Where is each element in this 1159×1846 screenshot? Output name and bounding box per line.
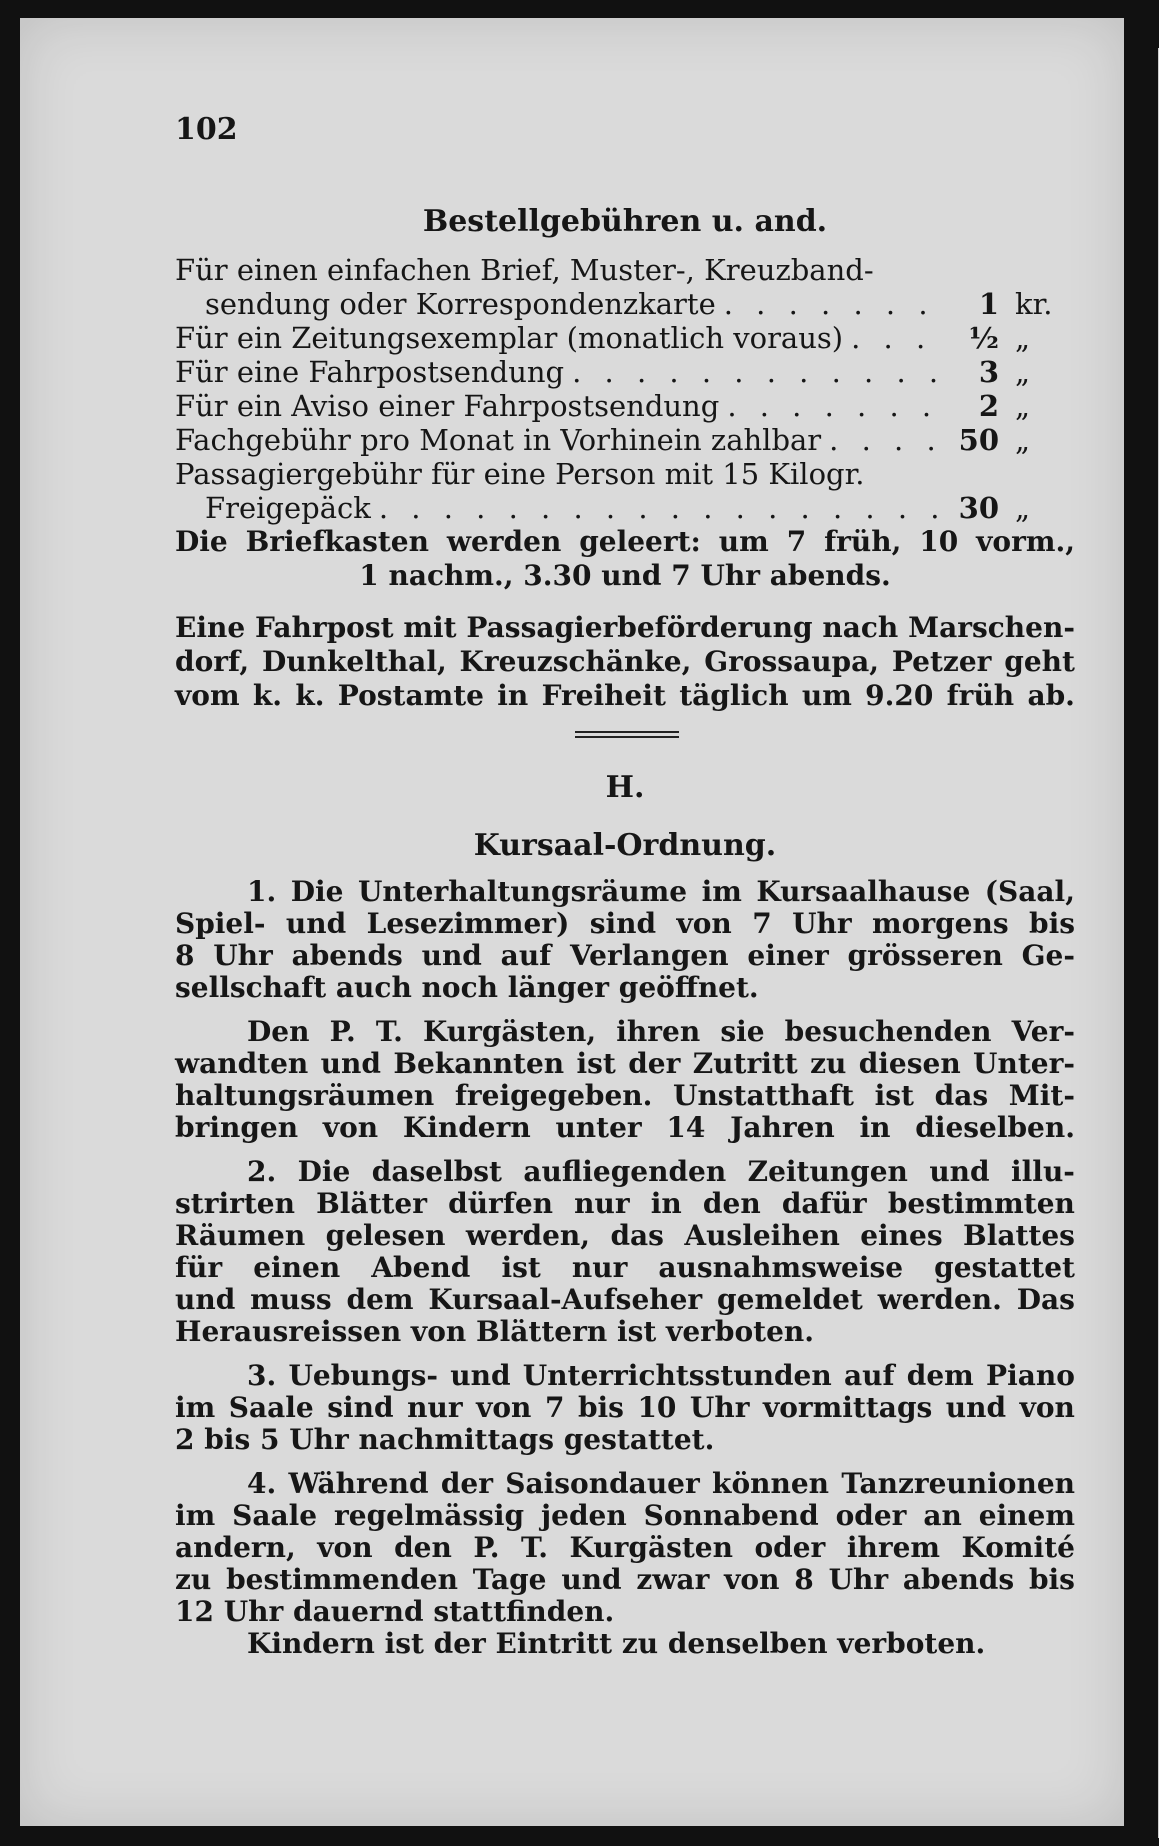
- rule-line: sellschaft auch noch länger geöffnet.: [175, 971, 759, 1004]
- fee-value: 30: [958, 491, 999, 525]
- fee-item: [175, 287, 1075, 321]
- briefkasten-line: 1 nachm., 3.30 und 7 Uhr abends.: [359, 559, 891, 592]
- rule-line: Herausreissen von Blättern ist verboten.: [175, 1315, 814, 1348]
- fee-unit: „: [1015, 389, 1031, 423]
- rule-line: und muss dem Kursaal-Aufseher gemeldet werden. Das: [175, 1283, 1075, 1316]
- fahrpost-line: vom k. k. Postamte in Freiheit täglich um 9.20 früh ab.: [175, 679, 1075, 712]
- fee-item: [175, 389, 1075, 423]
- leader-dots: [843, 321, 951, 355]
- briefkasten-note: [175, 525, 1075, 593]
- fee-value: 3: [978, 355, 999, 389]
- rule-line: im Saale regelmässig jeden Sonnabend oder an einem: [175, 1499, 1075, 1532]
- rule-line: für einen Abend ist nur ausnahmsweise gestattet: [175, 1251, 1075, 1284]
- fees-title: Bestellgebühren u. and.: [422, 204, 828, 239]
- briefkasten-line: Die Briefkasten werden geleert: um 7 früh, 10 vorm.,: [175, 525, 1075, 558]
- fee-value: 2: [978, 389, 999, 423]
- rule-line: 4. Während der Saisondauer können Tanzreunionen: [247, 1467, 1075, 1500]
- rule-line: Kindern ist der Eintritt zu denselben verboten.: [247, 1627, 986, 1660]
- book-page: [20, 18, 1124, 1826]
- rule-line: Räumen gelesen werden, das Ausleihen eines Blattes: [175, 1219, 1075, 1252]
- fee-unit: „: [1015, 355, 1031, 389]
- rule-line: 2 bis 5 Uhr nachmittags gestattet.: [175, 1423, 715, 1456]
- fahrpost-line: dorf, Dunkelthal, Kreuzschänke, Grossaupa, Petzer geht: [175, 645, 1075, 678]
- fee-item-label: Für eine Fahrpostsendung: [175, 355, 565, 389]
- page-number: 102: [175, 112, 238, 147]
- fee-item-label: Für einen einfachen Brief, Muster-, Kreuzband-: [175, 253, 874, 287]
- fee-item-label: Fachgebühr pro Monat in Vorhinein zahlbar: [175, 423, 822, 457]
- rule-line: bringen von Kindern unter 14 Jahren in dieselben.: [175, 1111, 1075, 1144]
- leader-dots: [719, 389, 951, 423]
- fee-item-label: Freigepäck: [205, 491, 371, 525]
- rule-line: 12 Uhr dauernd stattfinden.: [175, 1595, 615, 1628]
- rule-line: wandten und Bekannten ist der Zutritt zu diesen Unter-: [175, 1047, 1075, 1080]
- fee-item-label: Passagiergebühr für eine Person mit 15 Kilogr.: [175, 457, 865, 491]
- rule-line: Spiel- und Lesezimmer) sind von 7 Uhr morgens bis: [175, 907, 1075, 940]
- rule-line: Den P. T. Kurgästen, ihren sie besuchenden Ver-: [247, 1015, 1075, 1048]
- leader-dots: [716, 287, 951, 321]
- fee-item: [175, 423, 1075, 457]
- rule-line: 1. Die Unterhaltungsräume im Kursaalhause (Saal,: [247, 875, 1075, 908]
- rule-line: andern, von den P. T. Kurgästen oder ihrem Komité: [175, 1531, 1075, 1564]
- fee-item-label: Für ein Aviso einer Fahrpostsendung: [175, 389, 720, 423]
- section-divider: [575, 731, 679, 738]
- rule-line: im Saale sind nur von 7 bis 10 Uhr vormittags und von: [175, 1391, 1075, 1424]
- fee-value: ½: [968, 321, 999, 355]
- fee-unit: „: [1015, 321, 1031, 355]
- fee-value: 1: [978, 287, 999, 321]
- rule-line: 2. Die daselbst aufliegenden Zeitungen und illu-: [247, 1155, 1075, 1188]
- rule-line: haltungsräumen freigegeben. Unstatthaft ist das Mit-: [175, 1079, 1075, 1112]
- leader-dots: [821, 423, 951, 457]
- fee-item: [175, 355, 1075, 389]
- fees-list: [175, 253, 1075, 525]
- fee-value: 50: [958, 423, 999, 457]
- section-letter: H.: [605, 770, 645, 805]
- section-title: Kursaal-Ordnung.: [473, 828, 777, 863]
- fee-unit: kr.: [1015, 287, 1053, 321]
- rule-line: 8 Uhr abends und auf Verlangen einer grösseren Ge-: [175, 939, 1075, 972]
- fee-unit: „: [1015, 423, 1031, 457]
- fee-unit: „: [1015, 491, 1031, 525]
- fee-item: [175, 491, 1075, 525]
- fee-item-label: Für ein Zeitungsexemplar (monatlich voraus): [175, 321, 844, 355]
- rule-line: zu bestimmenden Tage und zwar von 8 Uhr abends bis: [175, 1563, 1075, 1596]
- rule-line: 3. Uebungs- und Unterrichtsstunden auf dem Piano: [247, 1359, 1075, 1392]
- kursaal-rules: [175, 875, 1075, 1659]
- fee-item: [175, 321, 1075, 355]
- leader-dots: [564, 355, 951, 389]
- fahrpost-note: [175, 611, 1075, 713]
- rule-line: strirten Blätter dürfen nur in den dafür bestimmten: [175, 1187, 1075, 1220]
- leader-dots: [371, 491, 951, 525]
- fahrpost-line: Eine Fahrpost mit Passagierbeförderung nach Marschen-: [175, 611, 1075, 644]
- fee-item-label: sendung oder Korrespondenzkarte: [205, 287, 716, 321]
